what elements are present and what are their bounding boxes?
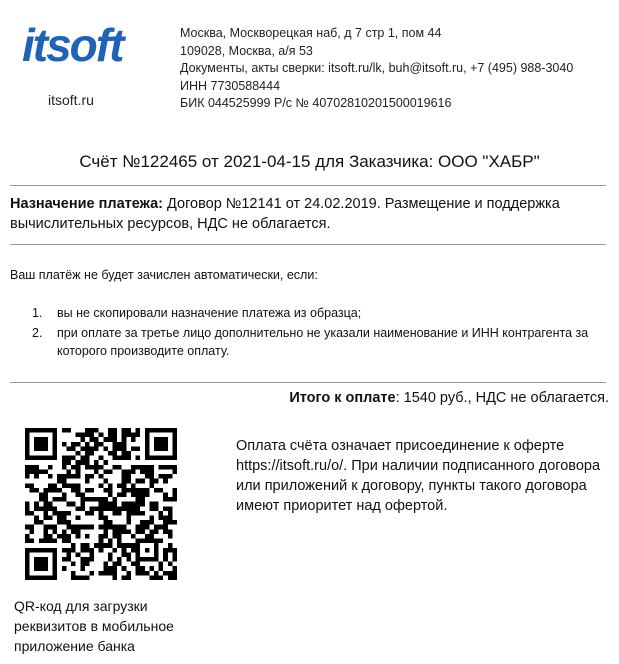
qr-code-icon	[24, 428, 178, 580]
list-item	[10, 324, 608, 360]
list-item-text: вы не скопировали назначение платежа из образца;	[57, 306, 362, 320]
divider	[10, 244, 606, 245]
notice-list	[10, 304, 608, 362]
list-item	[10, 304, 608, 322]
payment-purpose-label: Назначение платежа:	[10, 196, 163, 212]
notice-intro: Ваш платёж не будет зачислен автоматически, если:	[10, 268, 318, 282]
total-amount	[289, 390, 609, 406]
address-line: Москва, Москворецкая наб, д 7 стр 1, пом 44	[180, 26, 442, 40]
inn-line: ИНН 7730588444	[180, 78, 281, 93]
payment-purpose	[10, 194, 600, 234]
divider	[10, 185, 606, 186]
divider	[10, 382, 606, 383]
address-line: 109028, Москва, а/я 53	[180, 43, 313, 58]
company-site: itsoft.ru	[48, 92, 94, 108]
total-label: Итого к оплате	[289, 390, 396, 406]
bank-line: БИК 044525999 Р/с № 40702810201500019616	[180, 96, 452, 110]
offer-text: Оплата счёта означает присоединение к оферте https://itsoft.ru/o/. При наличии подписанного договора или приложений к договору, пункты такого договора имеют приоритет над офертой.	[236, 438, 601, 514]
list-item-number: 2.	[32, 326, 43, 340]
total-text: : 1540 руб., НДС не облагается.	[395, 390, 609, 406]
list-item-text: при оплате за третье лицо дополнительно не указали наименование и ИНН контрагента за которого производите оплату.	[57, 326, 589, 358]
contacts-line: Документы, акты сверки: itsoft.ru/lk, buh@itsoft.ru, +7 (495) 988-3040	[180, 61, 574, 75]
list-item-number: 1.	[32, 306, 43, 320]
payment-purpose-text: Договор №12141 от 24.02.2019. Размещение и поддержка вычислительных ресурсов, НДС не облагается.	[10, 196, 560, 232]
qr-caption: QR-код для загрузки реквизитов в мобильное приложение банка	[14, 598, 174, 654]
invoice-title: Счёт №122465 от 2021-04-15 для Заказчика: ООО "ХАБР"	[79, 152, 540, 171]
company-logo: itsoft	[22, 19, 123, 71]
company-details	[180, 25, 573, 113]
